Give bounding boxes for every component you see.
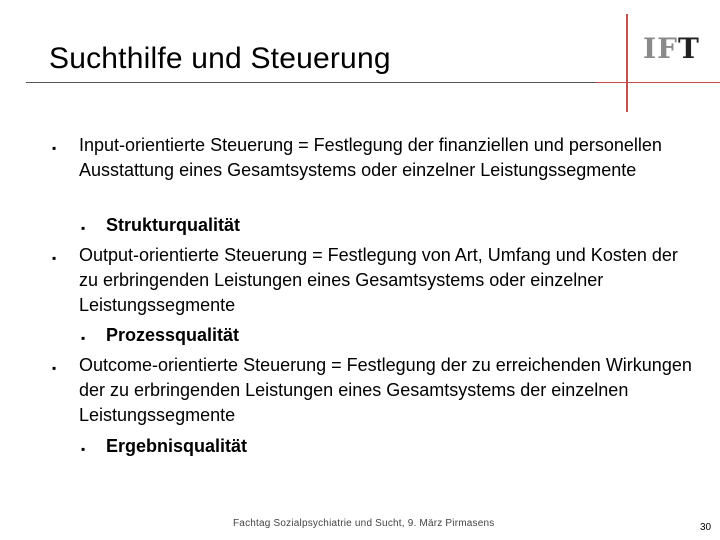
emph-input: Input-orientierte Steuerung (79, 135, 294, 155)
emph-outcome: Outcome-orientierte Steuerung (79, 355, 327, 375)
sub-bullet-icon: ▪ (81, 331, 86, 345)
bullet-icon: ▪ (52, 251, 57, 265)
bullet-text-outcome (79, 353, 699, 428)
rest-output: = Festlegung von Art, Umfang und Kosten der zu erbringenden Leistungen eines Gesamtsystems oder einzelner Leistungssegmente (79, 245, 678, 315)
logo-divider-vertical (626, 14, 628, 112)
footer-text: Fachtag Sozialpsychiatrie und Sucht, 9. März Pirmasens (233, 518, 495, 529)
sub-bullet-icon: ▪ (81, 221, 86, 235)
title-divider (26, 82, 596, 83)
slide-title: Suchthilfe und Steuerung (49, 42, 391, 75)
bullet-icon: ▪ (52, 361, 57, 375)
ift-logo (643, 32, 700, 65)
bullet-text-input (79, 133, 699, 183)
rest-input: = Festlegung der finanziellen und personellen Ausstattung eines Gesamtsystems oder einzelner Leistungssegmente (79, 135, 662, 180)
logo-divider-horizontal (596, 82, 720, 83)
logo-part-1: IF (643, 32, 678, 65)
page-number: 30 (700, 522, 712, 533)
bullet-text-output (79, 243, 699, 318)
logo-part-2: T (677, 32, 700, 65)
rest-outcome: = Festlegung der zu erreichenden Wirkungen der zu erbringenden Leistungen eines Gesamtsystems der einzelnen Leistungssegmente (79, 355, 692, 425)
sub-item-ergebnisqualitaet: Ergebnisqualität (106, 436, 248, 456)
bullet-icon: ▪ (52, 141, 57, 155)
emph-output: Output-orientierte Steuerung (79, 245, 308, 265)
sub-bullet-icon: ▪ (81, 442, 86, 456)
sub-item-strukturqualitaet: Strukturqualität (106, 215, 241, 235)
sub-item-prozessqualitaet: Prozessqualität (106, 325, 240, 345)
